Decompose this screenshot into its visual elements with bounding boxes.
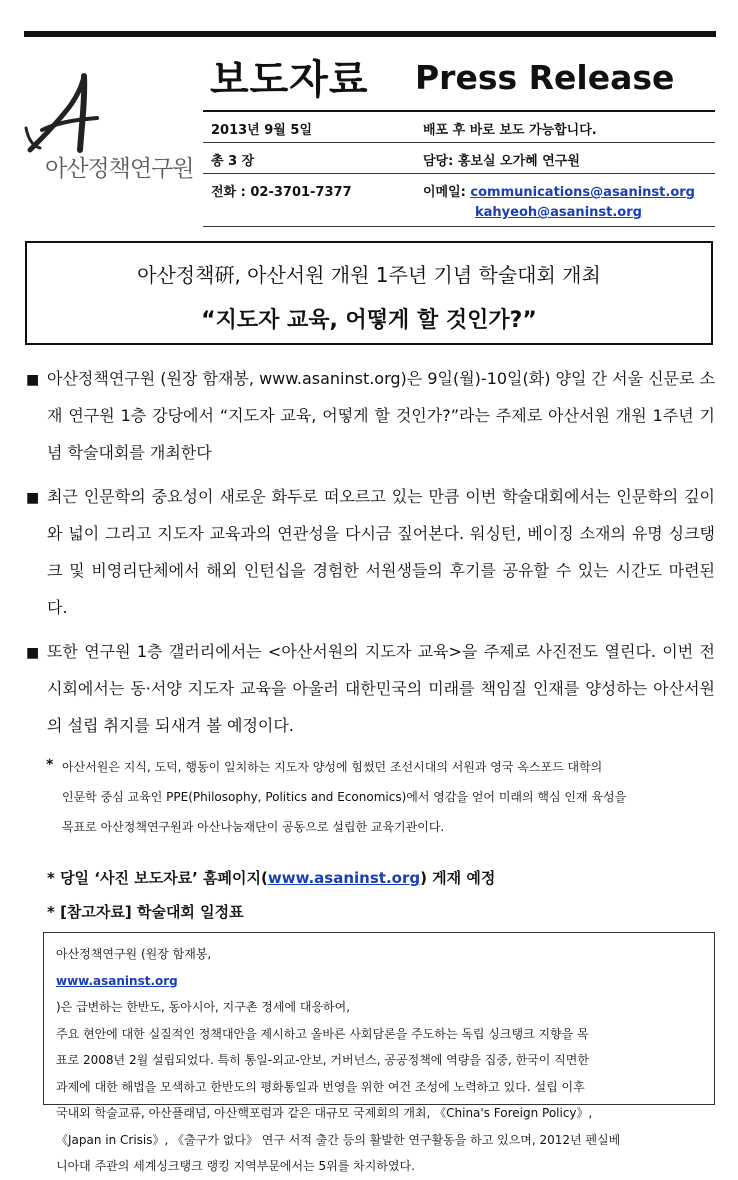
- footnote-line: 아산서원은 지식, 도덕, 행동이 일치하는 지도자 양성에 힘썼던 조선시대의 서원과 영국 옥스포드 대학의: [62, 760, 603, 774]
- about-homepage-link[interactable]: www.asaninst.org: [56, 973, 178, 988]
- release-date: 2013년 9월 5일: [211, 123, 312, 138]
- bullet-marker: ■: [26, 645, 40, 661]
- contact-person: 담당: 홍보실 오가혜 연구원: [423, 154, 580, 169]
- about-line: [56, 941, 702, 1021]
- about-line: 주요 현안에 대한 실질적인 정책대안을 제시하고 올바른 사회담론을 주도하는 독립 싱크탱크 지향을 목: [56, 1026, 589, 1041]
- logo-text: 아산정책연구원: [45, 156, 194, 182]
- footnote-star: *: [46, 757, 54, 773]
- about-line: 과제에 대한 해법을 모색하고 한반도의 평화통일과 번영을 위한 여건 조성에 노력하고 있다. 설립 이후: [56, 1079, 585, 1094]
- email-label: 이메일:: [423, 185, 471, 200]
- about-suffix: )은 급변하는 한반도, 동아시아, 지구촌 정세에 대응하여,: [56, 1000, 351, 1014]
- page-count: 총 3 장: [211, 154, 255, 169]
- about-text: [56, 941, 702, 1180]
- phone-number: 전화 : 02-3701-7377: [211, 185, 352, 200]
- about-line: 니아대 주관의 세계싱크탱크 랭킹 지역부문에서는 5위를 차지하였다.: [56, 1159, 415, 1173]
- photo-notice-suffix: ) 게재 예정: [420, 869, 496, 887]
- paragraph-1: 아산정책연구원 (원장 함재봉, www.asaninst.org)은 9일(월)-10일(화) 양일 간 서울 신문로 소재 연구원 1층 강당에서 “지도자 교육, 어떻게 할 것인가?”라는 주제로 아산서원 개원 1주년 기념 학술대회를 개최한다: [47, 369, 715, 462]
- email-link-2[interactable]: kahyeoh@asaninst.org: [475, 205, 642, 220]
- paragraph-2: 최근 인문학의 중요성이 새로운 화두로 떠오르고 있는 만큼 이번 학술대회에서는 인문학의 깊이와 넓이 그리고 지도자 교육과의 연관성을 다시금 짚어본다. 워싱턴, 베이징 소재의 유명 싱크탱크 및 비영리단체에서 해외 인턴십을 경험한 서원생들의 후기를 공유할 수 있는 시간도 마련된다.: [47, 487, 715, 617]
- bullet-marker: ■: [26, 372, 40, 388]
- info-row-contact: [203, 173, 715, 227]
- headline-title: 아산정책硏, 아산서원 개원 1주년 기념 학술대회 개최: [137, 263, 601, 287]
- bullet-marker: ■: [26, 490, 40, 506]
- about-line: 표로 2008년 2월 설립되었다. 특히 통일-외교-안보, 거버넌스, 공공정책에 역량을 집중, 한국이 직면한: [56, 1053, 589, 1067]
- about-prefix: 아산정책연구원 (원장 함재봉,: [56, 947, 212, 961]
- footnote-line: 목표로 아산정책연구원과 아산나눔재단이 공동으로 설립한 교육기관이다.: [62, 820, 445, 834]
- about-line: 국내외 학술교류, 아산플래넘, 아산핵포럼과 같은 대규모 국제회의 개최, 《China's Foreign Policy》,: [56, 1106, 593, 1120]
- info-row-pages: [203, 142, 715, 173]
- homepage-link[interactable]: www.asaninst.org: [267, 869, 421, 887]
- title-korean: 보도자료: [210, 57, 369, 103]
- info-row-date: [203, 110, 715, 142]
- about-box: [43, 932, 715, 1173]
- headline-box: [25, 241, 713, 345]
- email-link-1[interactable]: communications@asaninst.org: [470, 185, 695, 200]
- paragraph-3: 또한 연구원 1층 갤러리에서는 <아산서원의 지도자 교육>을 주제로 사진전도 열린다. 이번 전시회에서는 동·서양 지도자 교육을 아울러 대한민국의 미래를 책임질 인재를 양성하는 아산서원의 설립 취지를 되새겨 볼 예정이다.: [47, 642, 715, 735]
- email-line: [423, 181, 695, 200]
- top-rule: [24, 31, 716, 37]
- footnote-line: 인문학 중심 교육인 PPE(Philosophy, Politics and Economics)에서 영감을 얻어 미래의 핵심 인재 육성을: [62, 790, 627, 804]
- about-line: 《Japan in Crisis》, 《출구가 없다》 연구 서적 출간 등의 활발한 연구활동을 하고 있으며, 2012년 펜실베: [56, 1132, 621, 1147]
- title-english: Press Release: [415, 58, 675, 97]
- info-table: [203, 110, 715, 227]
- reference-notice: * [참고자료] 학술대회 일정표: [47, 903, 244, 921]
- photo-notice-prefix: * 당일 ‘사진 보도자료’ 홈페이지(: [47, 869, 268, 887]
- footnote-text: [62, 752, 714, 842]
- headline-subtitle: “지도자 교육, 어떻게 할 것인가?”: [201, 308, 537, 333]
- release-note: 배포 후 바로 보도 가능합니다.: [423, 123, 597, 138]
- photo-notice: [47, 867, 495, 888]
